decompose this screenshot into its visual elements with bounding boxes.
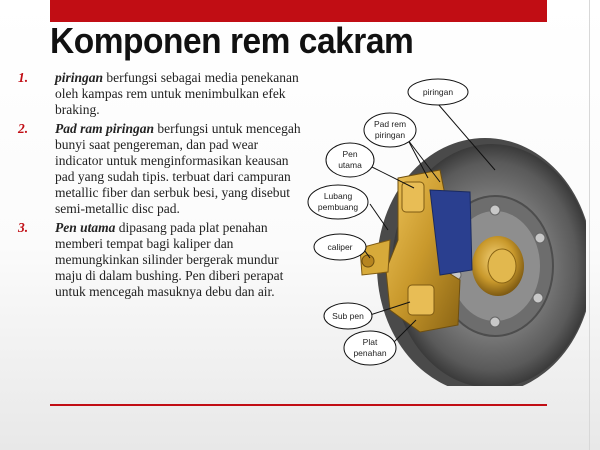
callout-caliper <box>314 234 366 260</box>
bottom-accent-line <box>50 404 547 406</box>
item-description: berfungsi sebagai media penekanan oleh kampas rem untuk menimbulkan efek braking. <box>55 70 299 117</box>
item-number: 1. <box>18 70 29 85</box>
brake-diagram <box>290 70 586 386</box>
top-accent-bar <box>50 0 547 22</box>
svg-text:Sub pen: Sub pen <box>332 311 364 321</box>
callout-pen-utama <box>326 143 374 177</box>
svg-text:Pad rem: Pad rem <box>373 119 407 129</box>
component-list <box>18 70 308 303</box>
item-text <box>55 121 305 217</box>
svg-text:penahan: penahan <box>353 348 387 358</box>
item-description: berfungsi untuk mencegah bunyi saat pengereman, dan pad wear indicator untuk menginformasikan keausan pad yang sudah tipis. terbuat dari campuran metallic fiber dan serbuk besi, yang disebut semi-metallic disc pad. <box>55 121 301 216</box>
item-description: dipasang pada plat penahan memberi tempat bagi kaliper dan memungkinkan silinder bergerak mundur maju di dalam bushing. Pen diberi perapat untuk mencegah masuknya debu dan air. <box>55 220 284 299</box>
callout-piringan <box>408 79 468 105</box>
svg-text:Lubang: Lubang <box>323 191 353 201</box>
svg-text:piringan: piringan <box>374 130 406 140</box>
right-edge-rule <box>589 0 590 450</box>
item-term: Pen utama <box>55 220 116 235</box>
item-text <box>55 70 305 118</box>
svg-text:pembuang: pembuang <box>317 202 359 212</box>
list-item <box>18 220 308 300</box>
callout-plat-penahan <box>344 331 396 365</box>
callout-sub-pen <box>324 303 372 329</box>
caliper-assembly <box>360 170 472 332</box>
svg-text:Plat: Plat <box>362 337 378 347</box>
item-number: 2. <box>18 121 29 136</box>
slide-title: Komponen rem cakram <box>50 20 414 61</box>
callout-pad-rem <box>364 113 416 147</box>
svg-text:utama: utama <box>338 160 362 170</box>
svg-text:piringan: piringan <box>422 87 454 97</box>
callout-lubang-pembuang <box>308 185 368 219</box>
svg-text:caliper: caliper <box>327 242 353 252</box>
item-number: 3. <box>18 220 29 235</box>
item-text <box>55 220 305 300</box>
list-item <box>18 121 308 217</box>
svg-text:Pen: Pen <box>342 149 358 159</box>
list-item <box>18 70 308 118</box>
item-term: piringan <box>55 70 104 85</box>
item-term: Pad ram piringan <box>55 121 155 136</box>
